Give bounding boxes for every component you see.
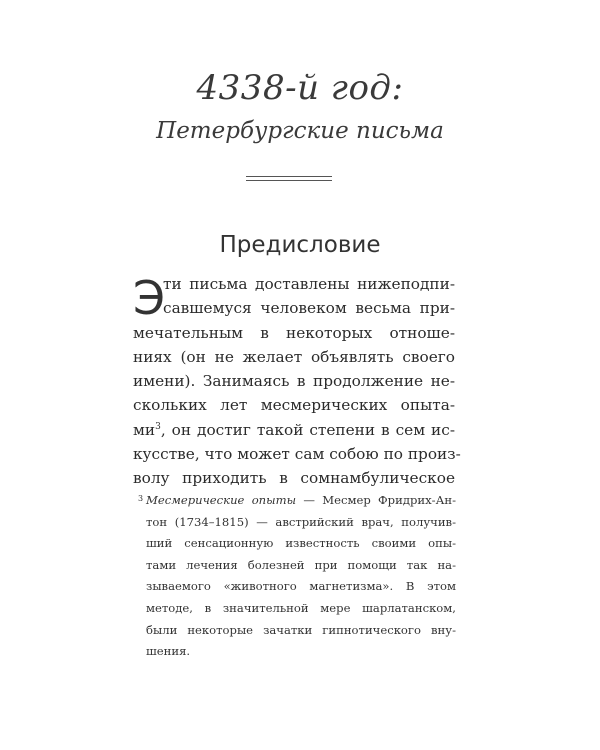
footnote <box>138 490 456 663</box>
body-line <box>133 418 455 442</box>
section-heading: Предисловие <box>219 232 381 258</box>
body-paragraph <box>133 272 461 491</box>
body-line: савшемуся человеком весьма при- <box>163 299 455 318</box>
body-line: ти письма доставлены нижеподпи- <box>163 275 455 293</box>
page-subtitle: Петербургские письма <box>156 118 444 144</box>
footnote-line-rest: — Месмер Фридрих-Ан- <box>296 493 456 507</box>
page-title: 4338-й год: <box>196 68 404 108</box>
footnote-line: шения. <box>146 644 191 659</box>
body-line: кусстве, что может сам собою по произ- <box>133 445 461 464</box>
footnote-line: тон (1734–1815) — австрийский врач, получив- <box>146 514 456 529</box>
footnote-line: были некоторые зачатки гипнотического вну- <box>146 622 456 637</box>
footnote-term: Месмерические опыты <box>146 493 297 507</box>
footnote-line: зываемого «животного магнетизма». В этом <box>146 579 456 594</box>
title-divider-top <box>246 176 332 177</box>
title-divider-bottom <box>246 180 332 181</box>
footnote-reference[interactable]: 3 <box>155 421 161 432</box>
footnote-line <box>146 490 456 512</box>
body-line: имени). Занимаясь в продолжение не- <box>133 372 455 391</box>
drop-cap: Э <box>133 271 166 325</box>
body-line: волу приходить в сомнамбулическое <box>133 469 455 488</box>
body-line-start: ми <box>133 420 156 439</box>
body-line: ниях (он не желает объявлять своего <box>133 347 455 366</box>
footnote-line: тами лечения болезней при помощи так на- <box>146 557 456 572</box>
body-line: мечательным в некоторых отноше- <box>133 323 455 342</box>
body-line: скольких лет месмерических опыта- <box>133 396 455 415</box>
body-line-end: , он достиг такой степени в сем ис- <box>160 420 455 439</box>
footnote-number: 3 <box>138 494 144 503</box>
footnote-line: ший сенсационную известность своими опы- <box>146 536 456 551</box>
footnote-line: методе, в значительной мере шарлатанском, <box>146 600 456 615</box>
